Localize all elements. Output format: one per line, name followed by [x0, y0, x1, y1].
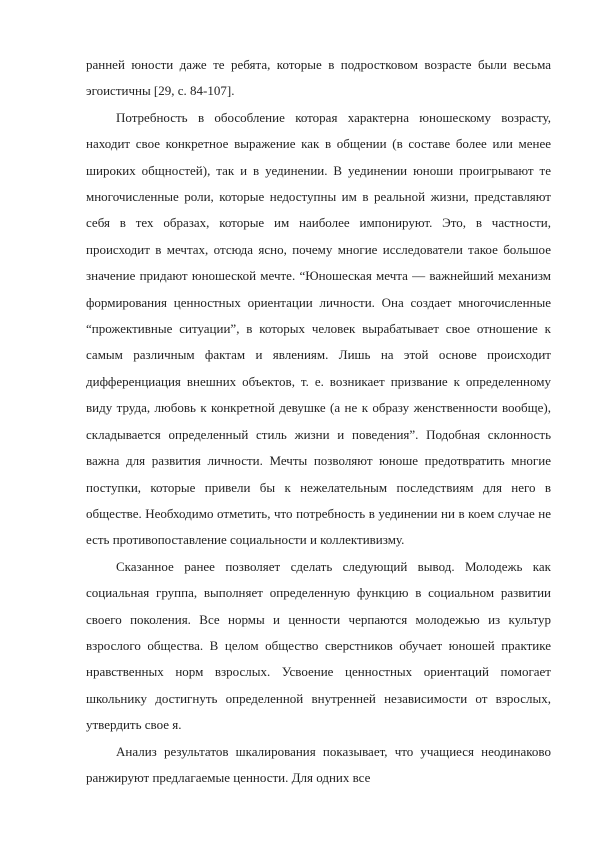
paragraph-conclusion: Сказанное ранее позволяет сделать следующий вывод. Молодежь как социальная группа, выполняет определенную функцию в социальном развитии своего поколения. Все нормы и ценности черпаются молодежью из культур взрослого общества. В целом общество сверстников обучает юношей практике нравственных норм взрослых. Усвоение ценностных ориентаций помогает школьнику достигнуть определенной внутренней независимости от взрослых, утвердить свое я. — [86, 558, 551, 733]
paragraph-scaling-analysis: Анализ результатов шкалирования показывает, что учащиеся неодинаково ранжируют предлагаемые ценности. Для одних все — [86, 743, 551, 785]
paragraph-continuation: ранней юности даже те ребята, которые в подростковом возрасте были весьма эгоистичны [29, с. 84-107]. — [86, 57, 551, 99]
paragraph-need-for-solitude: Потребность в обособление которая характерна юношескому возрасту, находит свое конкретное выражение как в общении (в составе более или менее широких общностей), так и в уединении. В уединении юноши проигрывают те многочисленные роли, которые недоступны им в реальной жизни, представляют себя в тех образах, которые им наиболее импонируют. Это, в частности, происходит в мечтах, отсюда ясно, почему многие исследователи такое большое значение придают юношеской мечте. “Юношеская мечта — важнейший механизм формирования ценностных ориентации личности. Она создает многочисленные “прожективные ситуации”, в которых человек вырабатывает свое отношение к самым различным фактам и явлениям. Лишь на этой основе происходит дифференциация внешних объектов, т. е. возникает призвание к определенному виду труда, любовь к конкретной девушке (а не к образу женственности вообще), складывается определенный стиль жизни и поведения”. Подобная склонность важна для развития личности. Мечты позволяют юноше предотвратить многие поступки, которые привели бы к нежелательным последствиям для него в обществе. Необходимо отметить, что потребность в уединении ни в коем случае не есть противопоставление социальности и коллективизму. — [86, 109, 551, 548]
body-text — [86, 52, 551, 791]
